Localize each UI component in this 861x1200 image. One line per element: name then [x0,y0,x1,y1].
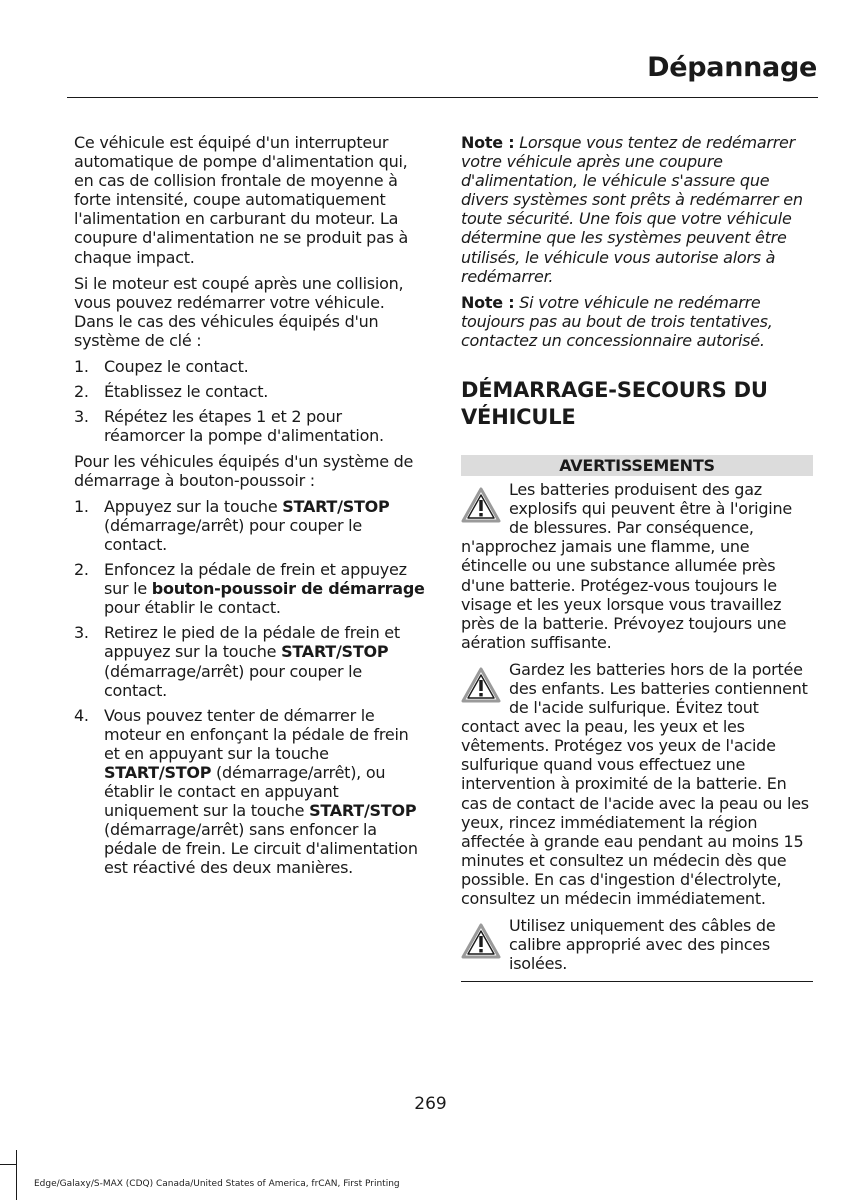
list-item [74,623,426,699]
step-number: 4. [74,705,89,725]
header-rule [67,97,818,98]
warnings-header: AVERTISSEMENTS [461,455,813,476]
list-item [74,560,426,617]
list-item [74,357,426,376]
warning-block [461,480,813,652]
note-restart [461,133,813,286]
text-run: Retirez le pied de la pédale de frein et appuyez sur la touche [104,623,400,662]
step-text [104,497,426,554]
warning-block [461,660,813,908]
note-label: Note : [461,292,515,312]
step-number: 3. [74,406,89,426]
start-stop-keyword: START/STOP [281,642,389,662]
note-label: Note : [461,133,515,152]
text-run: (démarrage/arrêt) sans enfoncer la pédale de frein. Le circuit d'alimentation est réactivé des deux manières. [104,820,418,878]
text-run: (démarrage/arrêt), ou établir le contact en appuyant uniquement sur la touche [104,762,386,820]
warning-text: Utilisez uniquement des câbles de calibre approprié avec des pinces isolées. [509,916,776,974]
start-stop-keyword: START/STOP [104,762,212,782]
text-run: (démarrage/arrêt) pour couper le contact. [104,516,362,555]
warnings-end-rule [461,981,813,982]
note-dealer [461,293,813,350]
step-text [104,706,426,878]
step-number: 2. [74,560,89,580]
push-button-keyword: bouton-poussoir de démarrage [151,579,425,599]
list-item [74,497,426,554]
list-item [74,407,426,445]
paragraph-fuel-pump-shutoff: Ce véhicule est équipé d'un interrupteur automatique de pompe d'alimentation qui, en cas de collision frontale de moyenne à forte intensité, coupe automatiquement l'alimentation en carburant du moteur. La coupure d'alimentation ne se produit pas à chaque impact. [74,133,409,267]
warning-text: Les batteries produisent des gaz explosifs qui peuvent être à l'origine de blessures. Par conséquence, n'approchez jamais une flamme, une étincelle ou une substance allumée près d'une batterie. Protégez-vous toujours le visage et les yeux lorsque vous travaillez près de la batterie. Prévoyez toujours une aération suffisante. [461,480,792,652]
list-item [74,382,426,401]
text-run: Enfoncez la pédale de frein et appuyez sur le [104,560,407,599]
note-text: Lorsque vous tentez de redémarrer votre véhicule après une coupure d'alimentation, le véhicule s'assure que divers systèmes sont prêts à redémarrer en toute sécurité. Une fois que votre véhicule détermine que les systèmes peuvent être utilisés, le véhicule vous autorise alors à redémarrer. [461,133,803,286]
text-run: pour établir le contact. [104,598,281,618]
list-item [74,706,426,878]
page-number: 269 [414,1094,447,1114]
crop-mark [0,1164,16,1165]
key-system-steps [74,357,426,445]
start-stop-keyword: START/STOP [309,800,417,820]
page-title: Dépannage [647,52,817,83]
text-run: Appuyez sur la touche [104,497,283,517]
step-number: 1. [74,357,89,377]
right-column [461,133,813,982]
warning-text: Gardez les batteries hors de la portée des enfants. Les batteries contiennent de l'acide sulfurique. Évitez tout contact avec la peau, les yeux et les vêtements. Protégez vos yeux de l'acide sulfurique quand vous effectuez une intervention à proximité de la batterie. En cas de contact de l'acide avec la peau ou les yeux, rincez immédiatement la région affectée à grande eau pendant au moins 15 minutes et consultez un médecin dès que possible. En cas d'ingestion d'électrolyte, consultez un médecin immédiatement. [461,659,809,908]
left-column [74,133,426,884]
step-number: 3. [74,623,89,643]
start-stop-keyword: START/STOP [282,497,390,517]
paragraph-restart-intro: Si le moteur est coupé après une collision, vous pouvez redémarrer votre véhicule. Dans le cas des véhicules équipés d'un système de clé : [74,273,404,350]
warning-block [461,916,813,973]
section-heading-jump-start: DÉMARRAGE-SECOURS DU VÉHICULE [461,378,768,429]
push-button-steps [74,497,426,877]
step-text [104,623,426,699]
text-run: Vous pouvez tenter de démarrer le moteur en enfonçant la pédale de frein et en appuyant sur la touche [104,705,409,763]
crop-mark [16,1150,17,1200]
step-text: Répétez les étapes 1 et 2 pour réamorcer la pompe d'alimentation. [104,406,384,445]
print-info: Edge/Galaxy/S-MAX (CDQ) Canada/United States of America, frCAN, First Printing [34,1179,400,1189]
paragraph-push-button-intro: Pour les véhicules équipés d'un système de démarrage à bouton-poussoir : [74,452,414,491]
step-text [104,560,426,617]
step-text: Coupez le contact. [104,357,249,377]
step-number: 1. [74,497,89,517]
step-text: Établissez le contact. [104,381,269,401]
warning-triangle-icon [461,920,501,964]
step-number: 2. [74,381,89,401]
note-text: Si votre véhicule ne redémarre toujours pas au bout de trois tentatives, contactez un concessionnaire autorisé. [461,292,773,350]
warning-triangle-icon [461,664,501,708]
text-run: (démarrage/arrêt) pour couper le contact. [104,661,362,700]
warning-triangle-icon [461,484,501,528]
